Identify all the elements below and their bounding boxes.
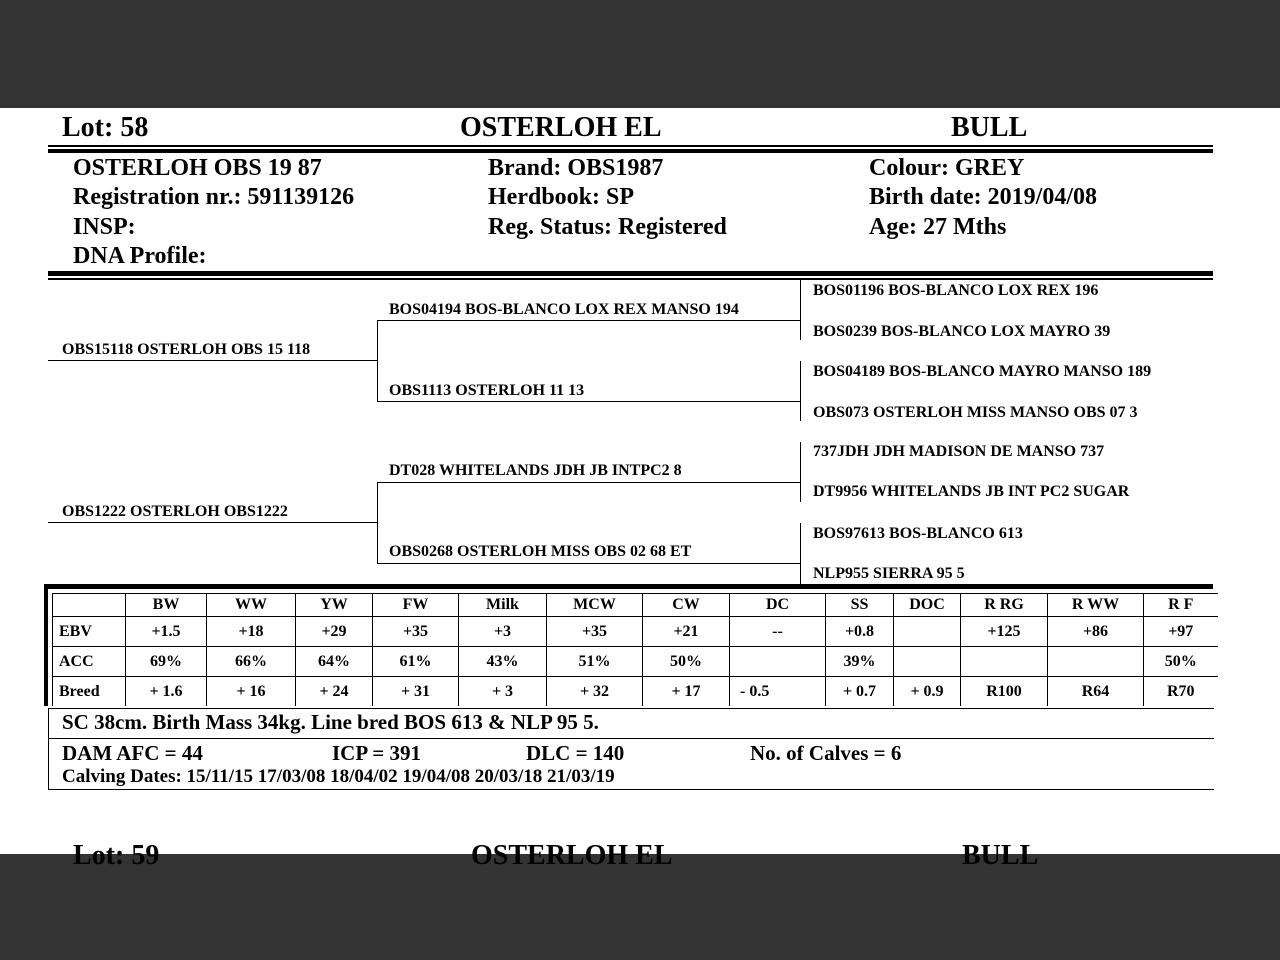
breed-cell: - 0.5 [730, 677, 826, 707]
dam-afc: DAM AFC = 44 [62, 741, 203, 765]
pedigree-ggp-4: OBS073 OSTERLOH MISS MANSO OBS 07 3 [813, 404, 1138, 421]
ebv-cell: +35 [547, 617, 643, 647]
registration-number: Registration nr.: 591139126 [73, 184, 355, 210]
pedigree-bracket [800, 361, 801, 421]
ebv-cell: +29 [296, 617, 373, 647]
pedigree-ggp-7: BOS97613 BOS-BLANCO 613 [813, 525, 1023, 542]
next-lot-animal-type: BULL [962, 840, 1039, 871]
ebv-header-cell: R RG [961, 594, 1048, 617]
acc-cell [894, 647, 961, 677]
pedigree-bracket [377, 320, 378, 401]
breed-cell: R64 [1048, 677, 1144, 707]
ebv-header-cell: BW [126, 594, 207, 617]
pedigree-sire-sire: BOS04194 BOS-BLANCO LOX REX MANSO 194 [389, 301, 739, 318]
icp: ICP = 391 [332, 741, 421, 765]
pedigree-ggp-3: BOS04189 BOS-BLANCO MAYRO MANSO 189 [813, 363, 1152, 380]
pedigree-bracket [377, 482, 378, 563]
header-rule [48, 145, 1213, 147]
ebv-cell: +125 [961, 617, 1048, 647]
ebv-header-cell: Milk [459, 594, 547, 617]
colour: Colour: GREY [869, 155, 1025, 181]
acc-cell: 50% [1144, 647, 1218, 677]
catalogue-page [0, 108, 1280, 871]
dlc: DLC = 140 [526, 741, 625, 765]
sc-note: SC 38cm. Birth Mass 34kg. Line bred BOS 613 & NLP 95 5. [62, 710, 599, 734]
ebv-cell: +35 [373, 617, 459, 647]
ebv-cell: +3 [459, 617, 547, 647]
lot-number: Lot: 58 [62, 112, 149, 143]
breed-cell: + 0.7 [826, 677, 894, 707]
breed-cell: + 16 [207, 677, 296, 707]
reg-status: Reg. Status: Registered [488, 214, 727, 240]
ebv-header-cell: SS [826, 594, 894, 617]
pedigree-ggp-2: BOS0239 BOS-BLANCO LOX MAYRO 39 [813, 323, 1111, 340]
acc-cell: 61% [373, 647, 459, 677]
next-lot-number: Lot: 59 [73, 840, 160, 871]
age: Age: 27 Mths [869, 214, 1007, 240]
row-label: EBV [53, 617, 126, 647]
breed-cell: + 0.9 [894, 677, 961, 707]
pedigree-dam-sire: DT028 WHITELANDS JDH JB INTPC2 8 [389, 462, 682, 479]
animal-name: OSTERLOH OBS 19 87 [73, 155, 322, 181]
breed-cell: + 17 [643, 677, 730, 707]
pedigree-ggp-5: 737JDH JDH MADISON DE MANSO 737 [813, 443, 1105, 460]
ebv-header-cell: DOC [894, 594, 961, 617]
breed-cell: + 32 [547, 677, 643, 707]
pedigree-line [377, 320, 801, 321]
acc-cell [1048, 647, 1144, 677]
ebv-cell: +1.5 [126, 617, 207, 647]
acc-cell: 51% [547, 647, 643, 677]
notes-box [48, 708, 1214, 790]
ebv-cell: +21 [643, 617, 730, 647]
acc-cell [730, 647, 826, 677]
acc-cell: 50% [643, 647, 730, 677]
brand: Brand: OBS1987 [488, 155, 664, 181]
breed-cell: + 31 [373, 677, 459, 707]
acc-cell: 66% [207, 647, 296, 677]
lot-animal-name: OSTERLOH EL [460, 112, 662, 143]
ebv-header-cell: MCW [547, 594, 643, 617]
birth-date: Birth date: 2019/04/08 [869, 184, 1097, 210]
pedigree-bracket [800, 280, 801, 340]
no-of-calves: No. of Calves = 6 [750, 741, 902, 765]
pedigree-ggp-1: BOS01196 BOS-BLANCO LOX REX 196 [813, 282, 1099, 299]
breed-cell: R100 [961, 677, 1048, 707]
ebv-cell: +97 [1144, 617, 1218, 647]
ebv-header-cell: FW [373, 594, 459, 617]
next-lot-animal-name: OSTERLOH EL [471, 840, 673, 871]
pedigree-dam-dam: OBS0268 OSTERLOH MISS OBS 02 68 ET [389, 543, 692, 560]
pedigree-bracket [800, 442, 801, 502]
ebv-header-cell: YW [296, 594, 373, 617]
acc-cell: 69% [126, 647, 207, 677]
breed-cell: R70 [1144, 677, 1218, 707]
lot-animal-type: BULL [951, 112, 1028, 143]
acc-row [53, 647, 1218, 677]
pedigree-line [48, 360, 377, 361]
acc-cell: 64% [296, 647, 373, 677]
breed-row [53, 677, 1218, 707]
pedigree-bracket [800, 523, 801, 585]
ebv-header-row [53, 594, 1218, 617]
pedigree-line [377, 563, 801, 564]
breed-cell: + 24 [296, 677, 373, 707]
table-top-rule [44, 584, 1213, 589]
pedigree-sire-dam: OBS1113 OSTERLOH 11 13 [389, 382, 585, 399]
dna-profile: DNA Profile: [73, 243, 207, 269]
herdbook: Herdbook: SP [488, 184, 635, 210]
pedigree-ggp-8: NLP955 SIERRA 95 5 [813, 565, 965, 582]
table-left-rule [44, 584, 48, 706]
ebv-cell: +0.8 [826, 617, 894, 647]
info-rule-thick [48, 271, 1213, 276]
row-label: Breed [53, 677, 126, 707]
header-rule-thick [48, 149, 1213, 153]
ebv-header-cell [53, 594, 126, 617]
acc-cell: 39% [826, 647, 894, 677]
acc-cell: 43% [459, 647, 547, 677]
breed-cell: + 3 [459, 677, 547, 707]
acc-cell [961, 647, 1048, 677]
breed-cell: + 1.6 [126, 677, 207, 707]
pedigree-line [377, 482, 801, 483]
pedigree-dam: OBS1222 OSTERLOH OBS1222 [62, 503, 288, 520]
ebv-cell: -- [730, 617, 826, 647]
ebv-header-cell: WW [207, 594, 296, 617]
pedigree-sire: OBS15118 OSTERLOH OBS 15 118 [62, 341, 311, 358]
ebv-cell: +18 [207, 617, 296, 647]
info-rule [48, 278, 1213, 280]
ebv-row [53, 617, 1218, 647]
ebv-table [52, 593, 1218, 706]
insp-label: INSP: [73, 214, 136, 240]
calving-dates: Calving Dates: 15/11/15 17/03/08 18/04/02 19/04/08 20/03/18 21/03/19 [62, 766, 615, 787]
ebv-cell [894, 617, 961, 647]
notes-divider [49, 738, 1214, 739]
ebv-header-cell: CW [643, 594, 730, 617]
pedigree-ggp-6: DT9956 WHITELANDS JB INT PC2 SUGAR [813, 483, 1130, 500]
ebv-header-cell: DC [730, 594, 826, 617]
ebv-header-cell: R F [1144, 594, 1218, 617]
ebv-cell: +86 [1048, 617, 1144, 647]
row-label: ACC [53, 647, 126, 677]
pedigree-line [48, 522, 377, 523]
pedigree-line [377, 401, 801, 402]
ebv-header-cell: R WW [1048, 594, 1144, 617]
